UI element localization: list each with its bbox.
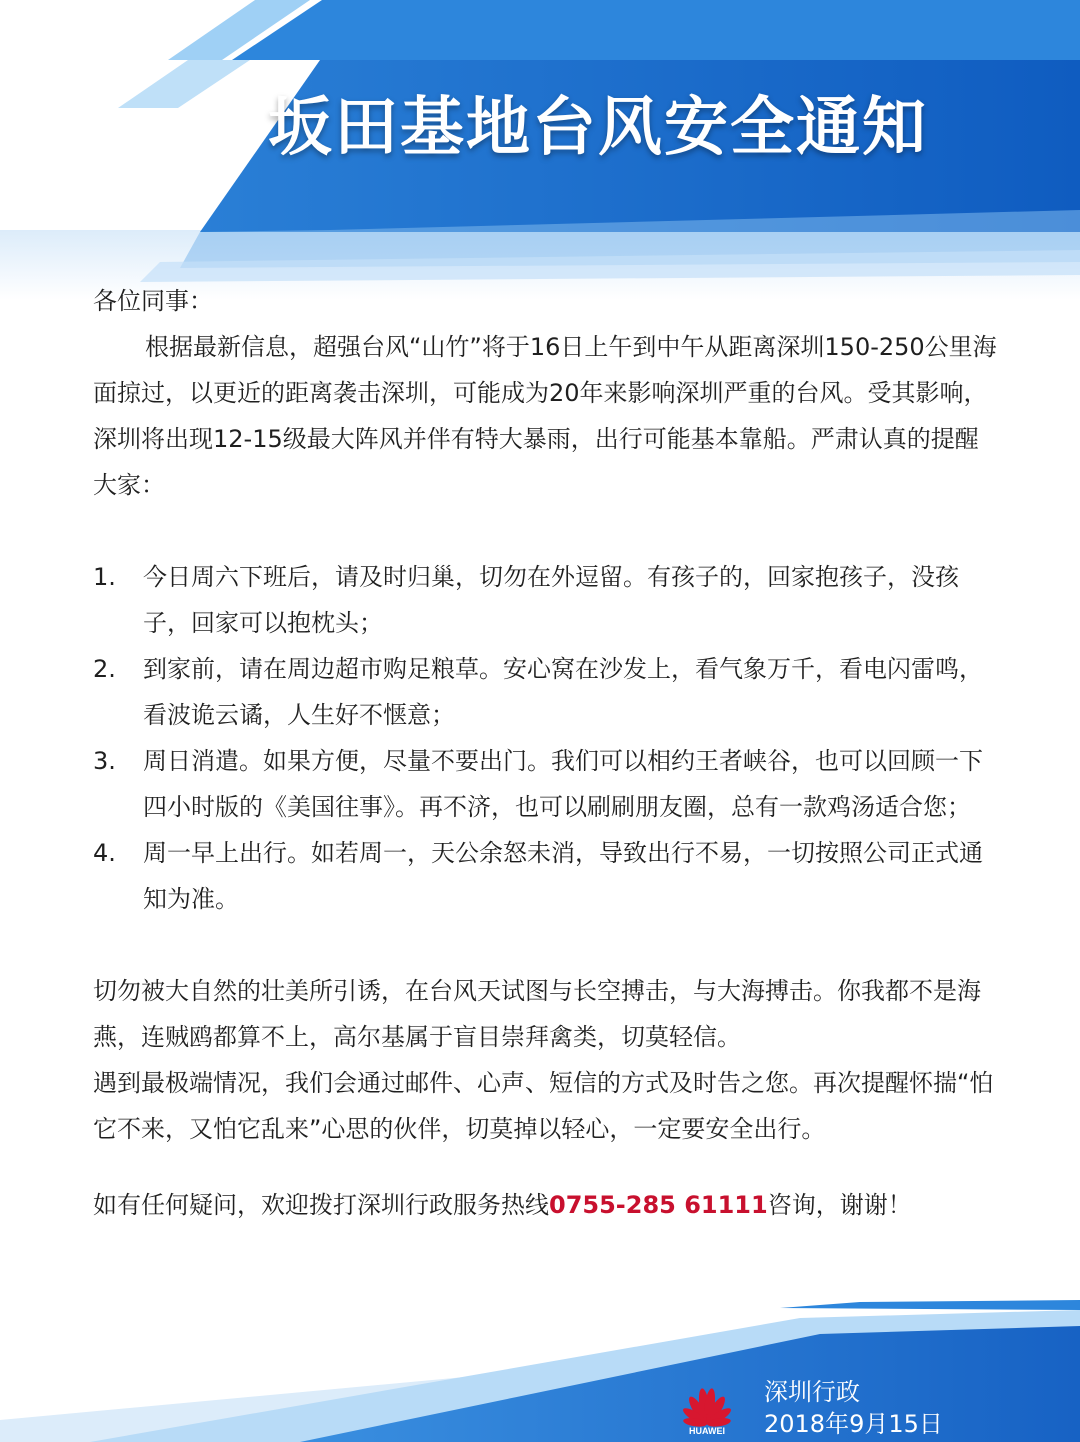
spacer [93, 922, 998, 968]
list-item-number: 3. [93, 747, 116, 775]
hotline-prefix: 如有任何疑问，欢迎拨打深圳行政服务热线 [93, 1191, 549, 1219]
list-item [93, 554, 998, 646]
notice-body [93, 278, 998, 1228]
list-item-text: 周一早上出行。如若周一，天公余怒未消，导致出行不易，一切按照公司正式通知为准。 [143, 839, 983, 913]
footer-department: 深圳行政 [764, 1378, 860, 1406]
list-item-number: 1. [93, 563, 116, 591]
list-item [93, 738, 998, 830]
hotline-suffix: 咨询，谢谢！ [767, 1191, 912, 1219]
huawei-wordmark: HUAWEI [689, 1426, 725, 1436]
spacer [93, 508, 998, 554]
spacer [93, 1152, 998, 1182]
intro-paragraph: 根据最新信息，超强台风“山竹”将于16日上午到中午从距离深圳150-250公里海面掠过，以更近的距离袭击深圳，可能成为20年来影响深圳严重的台风。受其影响，深圳将出现12-15级最大阵风并伴有特大暴雨，出行可能基本靠船。严肃认真的提醒大家： [93, 333, 997, 499]
salutation: 各位同事： [93, 287, 213, 315]
list-item-number: 4. [93, 839, 116, 867]
list-item-number: 2. [93, 655, 116, 683]
list-item-text: 今日周六下班后，请及时归巢，切勿在外逗留。有孩子的，回家抱孩子，没孩子，回家可以抱枕头； [143, 563, 959, 637]
footer-date: 2018年9月15日 [764, 1410, 943, 1438]
list-item-text: 到家前，请在周边超市购足粮草。安心窝在沙发上，看气象万千，看电闪雷鸣，看波诡云谲，人生好不惬意； [143, 655, 983, 729]
list-item [93, 646, 998, 738]
hotline-number: 0755-285 61111 [549, 1191, 768, 1219]
warning-paragraph: 切勿被大自然的壮美所引诱，在台风天试图与长空搏击，与大海搏击。你我都不是海燕，连贼鸥都算不上，高尔基属于盲目崇拜禽类，切莫轻信。 [93, 977, 981, 1051]
list-item [93, 830, 998, 922]
page-title: 坂田基地台风安全通知 [268, 91, 928, 165]
list-item-text: 周日消遣。如果方便，尽量不要出门。我们可以相约王者峡谷，也可以回顾一下四小时版的《美国往事》。再不济，也可以刷刷朋友圈，总有一款鸡汤适合您； [143, 747, 983, 821]
hotline-line [93, 1182, 998, 1228]
tips-list [93, 554, 998, 922]
warning-paragraph-2: 遇到最极端情况，我们会通过邮件、心声、短信的方式及时告之您。再次提醒怀揣“怕它不来，又怕它乱来”心思的伙伴，切莫掉以轻心，一定要安全出行。 [93, 1069, 994, 1143]
